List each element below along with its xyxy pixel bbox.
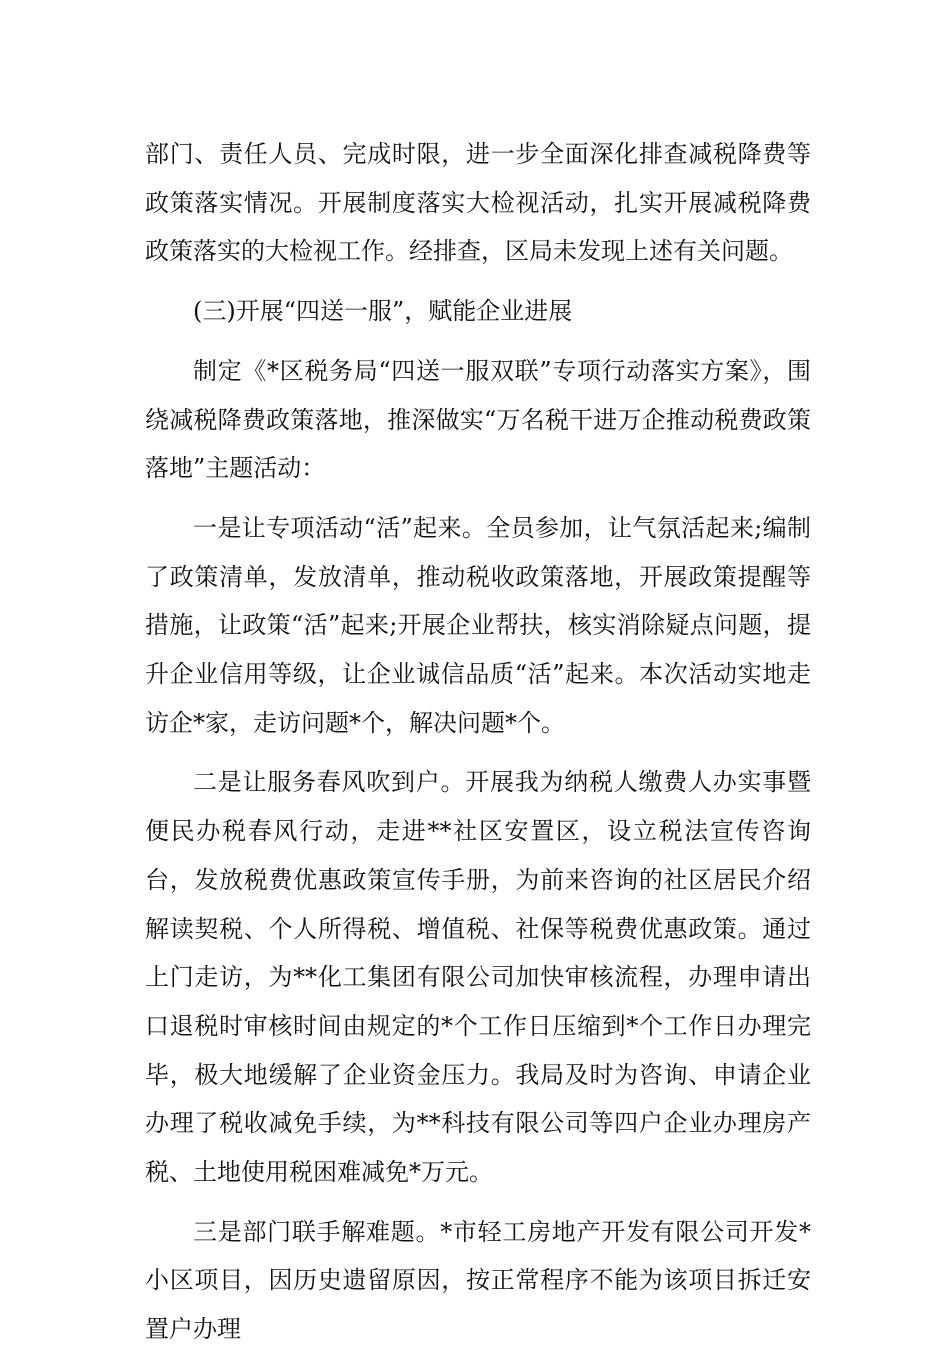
paragraph-continuation: 部门、责任人员、完成时限，进一步全面深化排查减税降费等政策落实情况。开展制度落实大检视活动，扎实开展减税降费政策落实的大检视工作。经排查，区局未发现上述有关问题。 — [145, 140, 811, 266]
paragraph-plan: 制定《*区税务局“四送一服双联”专项行动落实方案》，围绕减税降费政策落地，推深做实“万名税干进万企推动税费政策落地”主题活动： — [145, 356, 811, 483]
paragraph-activity: 一是让专项活动“活”起来。全员参加，让气氛活起来;编制了政策清单，发放清单，推动税收政策落地，开展政策提醒等措施，让政策“活”起来;开展企业帮扶，核实消除疑点问题，提升企业信用等级，让企业诚信品质“活”起来。本次活动实地走访企*家，走访问题*个，解决问题*个。 — [145, 513, 811, 737]
document-body — [145, 130, 811, 1354]
paragraph-service: 二是让服务春风吹到户。开展我为纳税人缴费人办实事暨便民办税春风行动，走进**社区安置区，设立税法宣传咨询台，发放税费优惠政策宣传手册，为前来咨询的社区居民介绍解读契税、个人所得税、增值税、社保等税费优惠政策。通过上门走访，为**化工集团有限公司加快审核流程，办理申请出口退税时审核时间由规定的*个工作日压缩到*个工作日办理完毕，极大地缓解了企业资金压力。我局及时为咨询、申请企业办理了税收减免手续，为**科技有限公司等四户企业办理房产税、土地使用税困难减免*万元。 — [145, 768, 811, 1187]
section-heading: (三)开展“四送一服”，赋能企业进展 — [193, 297, 573, 326]
paragraph-departments: 三是部门联手解难题。*市轻工房地产开发有限公司开发*小区项目，因历史遗留原因，按正常程序不能为该项目拆迁安置户办理 — [145, 1217, 811, 1344]
